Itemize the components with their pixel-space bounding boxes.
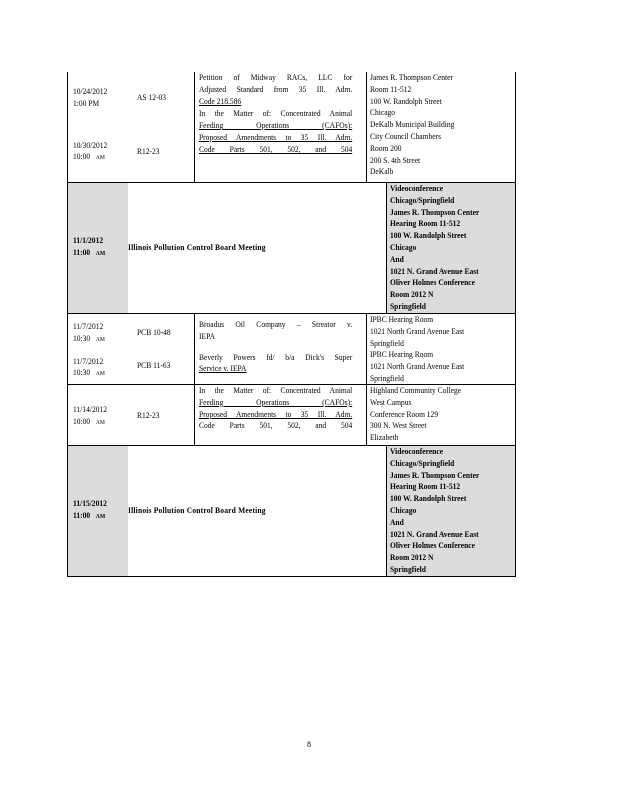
location-line: Springfield bbox=[370, 373, 404, 383]
table-row bbox=[68, 314, 515, 385]
location-line: And bbox=[389, 254, 404, 264]
location-line: West Campus bbox=[370, 397, 412, 407]
location-line: Room 2012 N bbox=[389, 553, 434, 563]
location-line: Room 200 bbox=[370, 143, 402, 153]
description-line: Code Parts 501, 502, and 504 bbox=[199, 421, 353, 431]
location-line: 100 W. Randolph Street bbox=[389, 494, 467, 504]
location-line: Videoconference bbox=[389, 447, 443, 456]
ampm: AM bbox=[95, 419, 105, 426]
location-line: James R. Thompson Center bbox=[389, 470, 480, 480]
description-line: Code Parts 501, 502, and 504 bbox=[199, 144, 353, 154]
description-line: Beverly Powers fd/ b/a Dick's Super bbox=[199, 352, 353, 362]
location-line: DeKalb Municipal Building bbox=[370, 120, 455, 130]
description-cell bbox=[194, 314, 367, 384]
meeting-time: 11:00 bbox=[73, 511, 91, 520]
ampm: AM bbox=[95, 155, 105, 162]
location-line: 300 N. West Street bbox=[370, 421, 427, 431]
ampm: AM bbox=[95, 336, 105, 343]
location-line: 100 W. Randolph Street bbox=[389, 231, 467, 241]
location-line: Chicago/Springfield bbox=[389, 458, 455, 468]
ampm: AM bbox=[95, 514, 106, 520]
date-cell bbox=[68, 446, 128, 576]
description-line: Feeding Operations (CAFOs): bbox=[199, 121, 353, 131]
location-line: Hearing Room 11-512 bbox=[389, 482, 460, 492]
page-number: 8 bbox=[307, 740, 311, 749]
meeting-title: Illinois Pollution Control Board Meeting bbox=[128, 506, 267, 516]
docket-number: R12-23 bbox=[137, 411, 160, 420]
location-line: IPBC Hearing Room bbox=[370, 315, 434, 324]
table-row-meeting bbox=[68, 446, 515, 577]
hearing-time: 10:00 bbox=[73, 416, 91, 426]
location-line: James R. Thompson Center bbox=[389, 207, 480, 217]
description-line: Proposed Amendments to 35 Ill. Adm. bbox=[199, 409, 353, 419]
location-cell bbox=[387, 183, 515, 313]
description-line: Proposed Amendments to 35 Ill. Adm. bbox=[199, 132, 353, 142]
ampm: AM bbox=[95, 251, 106, 257]
hearing-schedule-table bbox=[67, 72, 516, 577]
hearing-date: 11/14/2012 bbox=[73, 405, 107, 414]
location-line: Room 2012 N bbox=[389, 290, 434, 300]
docket-number: R12-23 bbox=[137, 146, 160, 156]
location-line: Highland Community College bbox=[370, 386, 462, 395]
location-line: Conference Room 129 bbox=[370, 409, 439, 419]
location-cell bbox=[367, 72, 515, 182]
docket-number: PCB 10-48 bbox=[137, 328, 171, 337]
meeting-cell bbox=[128, 446, 386, 576]
hearing-date: 10/24/2012 bbox=[73, 87, 108, 96]
location-line: 100 W. Randolph Street bbox=[370, 96, 442, 106]
location-line: Chicago bbox=[370, 108, 396, 118]
docket-cell bbox=[137, 72, 194, 182]
docket-number: AS 12-03 bbox=[137, 93, 167, 102]
hearing-date: 11/7/2012 bbox=[73, 322, 104, 331]
location-line: Videoconference bbox=[389, 184, 443, 193]
location-line: Oliver Holmes Conference bbox=[389, 541, 475, 551]
meeting-date: 11/15/2012 bbox=[73, 499, 107, 509]
location-line: Springfield bbox=[389, 564, 426, 574]
ampm: PM bbox=[88, 98, 100, 108]
location-line: Chicago bbox=[389, 242, 417, 252]
description-line: Service v. IEPA bbox=[199, 364, 247, 374]
location-line: 200 S. 4th Street bbox=[370, 155, 421, 165]
description-line: In the Matter of: Concentrated Animal bbox=[199, 386, 353, 395]
docket-cell bbox=[137, 314, 194, 384]
hearing-time: 1:00 bbox=[73, 98, 87, 108]
location-cell bbox=[367, 385, 515, 445]
date-cell bbox=[68, 72, 137, 182]
description-line: Broadus Oil Company – Streator v. bbox=[199, 320, 353, 329]
location-line: Room 11-512 bbox=[370, 84, 412, 94]
hearing-time: 10:30 bbox=[73, 333, 91, 343]
location-line: 1021 N. Grand Avenue East bbox=[389, 266, 479, 276]
location-line: 1021 N. Grand Avenue East bbox=[389, 529, 479, 539]
docket-number: PCB 11-63 bbox=[137, 360, 171, 370]
hearing-date: 10/30/2012 bbox=[73, 140, 108, 150]
location-line: Chicago/Springfield bbox=[389, 195, 455, 205]
date-cell bbox=[68, 183, 128, 313]
ampm: AM bbox=[95, 371, 105, 378]
location-line: IPBC Hearing Room bbox=[370, 350, 434, 360]
description-line: Adjusted Standard from 35 Ill. Adm. bbox=[199, 84, 353, 94]
location-line: Hearing Room 11-512 bbox=[389, 219, 460, 229]
date-cell bbox=[68, 314, 137, 384]
date-cell bbox=[68, 385, 137, 445]
description-line: IEPA bbox=[199, 331, 216, 341]
description-line: Code 218.586 bbox=[199, 96, 242, 106]
location-cell bbox=[387, 446, 515, 576]
location-line: 1021 North Grand Avenue East bbox=[370, 362, 465, 372]
location-line: Springfield bbox=[389, 301, 426, 311]
hearing-date: 11/7/2012 bbox=[73, 356, 104, 366]
location-line: Springfield bbox=[370, 338, 404, 348]
location-line: 1021 North Grand Avenue East bbox=[370, 326, 465, 336]
description-line: Petition of Midway RACs, LLC for bbox=[199, 73, 353, 82]
location-line: Elizabeth bbox=[370, 433, 399, 443]
location-line: Oliver Holmes Conference bbox=[389, 278, 475, 288]
description-line: In the Matter of: Concentrated Animal bbox=[199, 109, 353, 119]
location-line: Chicago bbox=[389, 505, 417, 515]
description-cell bbox=[194, 72, 367, 182]
meeting-date: 11/1/2012 bbox=[73, 236, 104, 246]
location-line: And bbox=[389, 517, 404, 527]
meeting-title: Illinois Pollution Control Board Meeting bbox=[128, 243, 267, 253]
table-row-meeting bbox=[68, 183, 515, 314]
meeting-time: 11:00 bbox=[73, 248, 91, 257]
description-cell bbox=[194, 385, 367, 445]
docket-cell bbox=[137, 385, 194, 445]
location-line: City Council Chambers bbox=[370, 131, 442, 141]
location-line: James R. Thompson Center bbox=[370, 73, 453, 82]
hearing-time: 10:00 bbox=[73, 152, 91, 162]
hearing-time: 10:30 bbox=[73, 368, 91, 378]
location-cell bbox=[367, 314, 515, 384]
location-line: DeKalb bbox=[370, 167, 394, 177]
description-line: Feeding Operations (CAFOs): bbox=[199, 397, 353, 407]
table-row bbox=[68, 385, 515, 446]
meeting-cell bbox=[128, 183, 386, 313]
table-row bbox=[68, 72, 515, 183]
